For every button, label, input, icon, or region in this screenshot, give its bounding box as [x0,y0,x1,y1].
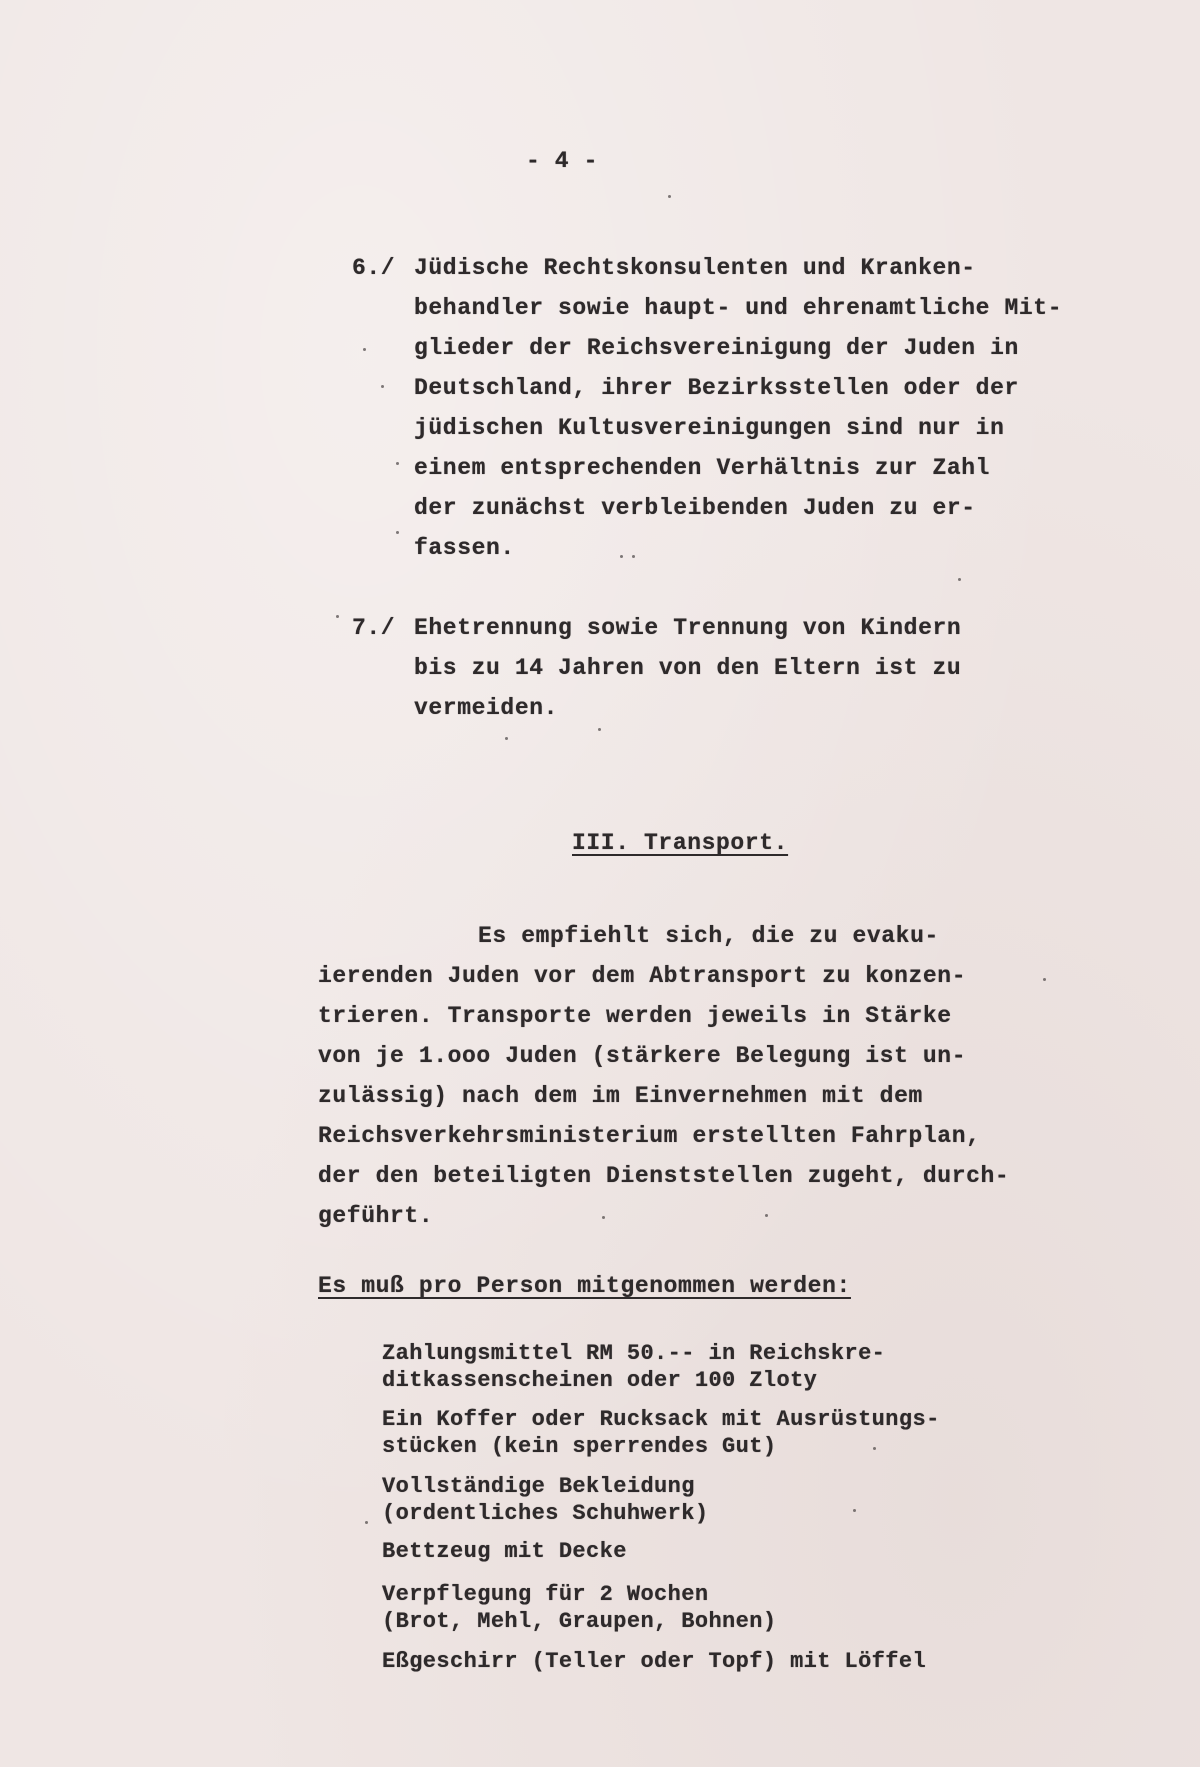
paper-speck [958,578,961,581]
paragraph-line: zulässig) nach dem im Einvernehmen mit dem [318,1083,923,1109]
item-line: vermeiden. [414,695,559,721]
paper-speck [620,555,623,558]
paragraph-line: geführt. [318,1203,434,1229]
paper-speck [602,1216,605,1219]
item-line: einem entsprechenden Verhältnis zur Zahl [414,455,991,481]
paragraph-line: Reichsverkehrsministerium erstellten Fahrplan, [318,1123,981,1149]
paragraph-line: ierenden Juden vor dem Abtransport zu konzen- [318,963,967,989]
paper-speck [1043,978,1046,981]
item-line: bis zu 14 Jahren von den Eltern ist zu [414,655,962,681]
list-heading: Es muß pro Person mitgenommen werden: [318,1273,851,1299]
paper-speck [381,385,384,388]
paper-speck [505,737,508,740]
paper-speck [632,555,635,558]
paper-speck [396,531,399,534]
item-line: der zunächst verbleibenden Juden zu er- [414,495,976,521]
item-number: 7./ [352,615,396,641]
paragraph-line: trieren. Transporte werden jeweils in Stärke [318,1003,952,1029]
list-item-line: Verpflegung für 2 Wochen [382,1582,709,1607]
list-item-line: Zahlungsmittel RM 50.-- in Reichskre- [382,1341,886,1366]
item-line: Jüdische Rechtskonsulenten und Kranken- [414,255,976,281]
list-item-line: Ein Koffer oder Rucksack mit Ausrüstungs- [382,1407,940,1432]
list-item-line: Bettzeug mit Decke [382,1539,627,1564]
item-line: fassen. [414,535,515,561]
list-item-line: stücken (kein sperrendes Gut) [382,1434,777,1459]
paper-speck [668,195,671,198]
paper-speck [853,1509,856,1512]
item-line: behandler sowie haupt- und ehrenamtliche Mit- [414,295,1063,321]
paper-speck [765,1214,768,1217]
paper-speck [873,1447,876,1450]
list-item-line: (ordentliches Schuhwerk) [382,1501,709,1526]
paper-speck [365,1521,368,1524]
list-item-line: ditkassenscheinen oder 100 Zloty [382,1368,818,1393]
list-item-line: (Brot, Mehl, Graupen, Bohnen) [382,1609,777,1634]
list-item-line: Vollständige Bekleidung [382,1474,695,1499]
paper-speck [598,728,601,731]
section-heading: III. Transport. [572,830,789,856]
item-line: Deutschland, ihrer Bezirksstellen oder der [414,375,1019,401]
paper-speck [396,462,399,465]
page-number: - 4 - [526,148,599,174]
paragraph-line: von je 1.ooo Juden (stärkere Belegung ist un- [318,1043,967,1069]
paper-speck [336,615,339,618]
paper-speck [363,348,366,351]
item-line: Ehetrennung sowie Trennung von Kindern [414,615,962,641]
item-line: jüdischen Kultusvereinigungen sind nur in [414,415,1005,441]
item-number: 6./ [352,255,396,281]
item-line: glieder der Reichsvereinigung der Juden in [414,335,1019,361]
paragraph-line: der den beteiligten Dienststellen zugeht, durch- [318,1163,1010,1189]
paragraph-line: Es empfiehlt sich, die zu evaku- [478,923,939,949]
list-item-line: Eßgeschirr (Teller oder Topf) mit Löffel [382,1649,927,1674]
